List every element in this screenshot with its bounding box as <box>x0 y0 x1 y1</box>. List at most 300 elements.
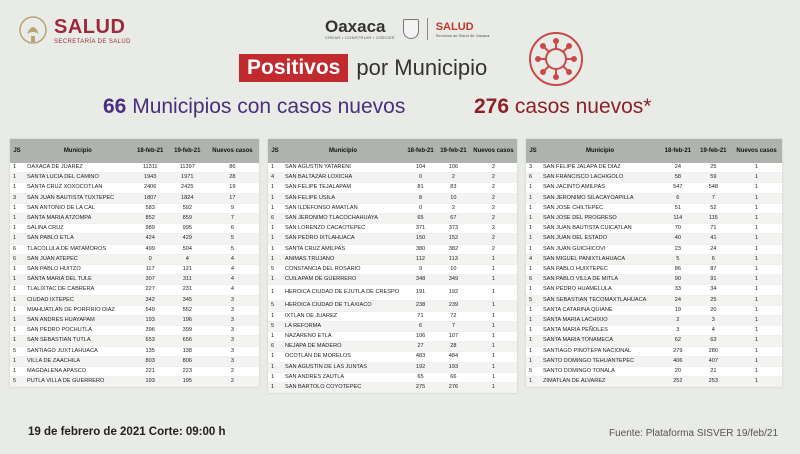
cell-municipio: SANTA CRUZ XOXOCOTLAN <box>24 183 132 193</box>
cell-js: 6 <box>526 173 540 183</box>
cell-municipio: SAN ANTONIO DE LA CAL <box>24 203 132 213</box>
cell-js: 1 <box>10 214 24 224</box>
table-row <box>10 305 259 315</box>
table-row <box>10 316 259 326</box>
cell-18feb: 62 <box>660 336 696 346</box>
cell-18feb: 24 <box>660 163 696 173</box>
cell-19feb: 41 <box>696 234 732 244</box>
cell-municipio: NEJAPA DE MADERO <box>282 342 404 352</box>
cell-nuevos: 3 <box>206 326 259 336</box>
cell-18feb: 2406 <box>132 183 169 193</box>
cell-municipio: SAN LORENZO CACAOTEPEC <box>282 224 404 234</box>
cell-nuevos: 28 <box>206 173 259 183</box>
cell-18feb: 1807 <box>132 193 169 203</box>
table-row <box>268 183 517 193</box>
cell-19feb: 2425 <box>169 183 206 193</box>
cell-nuevos: 1 <box>470 311 517 321</box>
cell-municipio: TLACOLULA DE MATAMOROS <box>24 244 132 254</box>
cell-municipio: MAGDALENA APASCO <box>24 367 132 377</box>
cell-js: 1 <box>10 203 24 213</box>
cell-19feb: 83 <box>437 183 470 193</box>
cell-municipio: SAN FELIPE TEJALAPAM <box>282 183 404 193</box>
cell-18feb: 33 <box>660 285 696 295</box>
logo-divider <box>427 18 428 40</box>
cell-js: 6 <box>526 275 540 285</box>
cell-js: 1 <box>268 234 282 244</box>
col-nuevos: Nuevos casos <box>206 139 259 163</box>
cell-18feb: 193 <box>132 377 169 387</box>
cell-nuevos: 4 <box>206 285 259 295</box>
cell-19feb: 859 <box>169 214 206 224</box>
cell-18feb: 193 <box>132 316 169 326</box>
cell-municipio: CONSTANCIA DEL ROSARIO <box>282 265 404 275</box>
cell-municipio: SAN FELIPE USILA <box>282 193 404 203</box>
cell-nuevos: 1 <box>470 352 517 362</box>
cases-table-3 <box>526 139 782 387</box>
cell-19feb: 107 <box>437 332 470 342</box>
cell-js: 1 <box>268 285 282 301</box>
cell-19feb: 24 <box>696 244 732 254</box>
cell-js: 1 <box>268 362 282 372</box>
cell-js: 1 <box>268 311 282 321</box>
cell-18feb: 549 <box>132 305 169 315</box>
cell-js: 1 <box>10 275 24 285</box>
cell-municipio: SAN JOSE CHILTEPEC <box>540 203 660 213</box>
cell-js: 4 <box>268 173 282 183</box>
cell-municipio: SAN AGUSTIN YATARENI <box>282 163 404 173</box>
cell-19feb: 1824 <box>169 193 206 203</box>
table-row <box>526 367 782 377</box>
cell-municipio: SANTA LUCIA DEL CAMINO <box>24 173 132 183</box>
cell-nuevos: 1 <box>470 301 517 311</box>
cell-19feb: 280 <box>696 346 732 356</box>
brand-title: SALUD <box>54 16 126 38</box>
cell-nuevos: 1 <box>470 265 517 275</box>
cell-municipio: SAN PABLO HUIXTEPEC <box>540 265 660 275</box>
col-nuevos: Nuevos casos <box>731 139 782 163</box>
salud-oaxaca-logo: SALUD <box>435 20 474 33</box>
cell-nuevos: 4 <box>206 275 259 285</box>
cell-19feb: 4 <box>696 326 732 336</box>
cell-municipio: SAN JUAN GUICHICOVI <box>540 244 660 254</box>
cell-municipio: SAN FELIPE JALAPA DE DIAZ <box>540 163 660 173</box>
cell-18feb: 27 <box>404 342 437 352</box>
table-row <box>10 336 259 346</box>
cell-18feb: 380 <box>404 244 437 254</box>
cell-19feb: 6 <box>696 254 732 264</box>
salud-oaxaca-subtitle: Servicios de Salud de Oaxaca <box>435 32 490 38</box>
cell-js: 1 <box>268 193 282 203</box>
cell-nuevos: 1 <box>731 224 782 234</box>
cell-nuevos: 3 <box>206 346 259 356</box>
cell-18feb: 9 <box>404 265 437 275</box>
table-row <box>268 342 517 352</box>
col-nuevos: Nuevos casos <box>470 139 517 163</box>
cell-js: 1 <box>526 285 540 295</box>
cell-18feb: 24 <box>660 295 696 305</box>
cell-nuevos: 1 <box>731 305 782 315</box>
cell-municipio: SAN PEDRO POCHUTLA <box>24 326 132 336</box>
cell-19feb: 3 <box>696 316 732 326</box>
cell-nuevos: 1 <box>731 346 782 356</box>
cell-nuevos: 2 <box>470 214 517 224</box>
cell-js: 5 <box>526 367 540 377</box>
table-row <box>526 356 782 366</box>
table-row <box>526 265 782 275</box>
cell-18feb: 191 <box>404 285 437 301</box>
cell-nuevos: 1 <box>731 316 782 326</box>
cell-js: 6 <box>268 214 282 224</box>
table-row <box>268 332 517 342</box>
cell-nuevos: 1 <box>731 285 782 295</box>
cell-municipio: SAN SEBASTIAN TECOMAXTLAHUACA <box>540 295 660 305</box>
cell-municipio: SAN PEDRO IXTLAHUACA <box>282 234 404 244</box>
col-date-2: 19-feb-21 <box>437 139 470 163</box>
cell-municipio: SAN JERONIMO SILACAYOAPILLA <box>540 193 660 203</box>
cell-19feb: 253 <box>696 377 732 387</box>
cell-js: 1 <box>526 356 540 366</box>
col-date-1: 18-feb-21 <box>404 139 437 163</box>
cell-nuevos: 1 <box>731 336 782 346</box>
cell-js: 1 <box>526 265 540 275</box>
table-row <box>10 285 259 295</box>
cell-nuevos: 6 <box>206 224 259 234</box>
table-row <box>10 356 259 366</box>
table-row <box>268 254 517 264</box>
cell-nuevos: 2 <box>470 173 517 183</box>
table-panel-3 <box>526 139 782 387</box>
cell-18feb: 19 <box>660 305 696 315</box>
table-row <box>526 377 782 387</box>
cell-municipio: SANTA CATARINA QUIANE <box>540 305 660 315</box>
cell-nuevos: 1 <box>470 285 517 301</box>
cell-js: 1 <box>10 305 24 315</box>
cell-js: 1 <box>526 305 540 315</box>
cell-js: 1 <box>268 332 282 342</box>
cell-18feb: 65 <box>404 372 437 382</box>
cell-19feb: 138 <box>169 346 206 356</box>
cell-municipio: SAN JOSE DEL PROGRESO <box>540 214 660 224</box>
cell-js: 4 <box>526 254 540 264</box>
cell-19feb: 656 <box>169 336 206 346</box>
table-row <box>526 285 782 295</box>
cell-municipio: SANTIAGO PINOTEPA NACIONAL <box>540 346 660 356</box>
table-row <box>526 214 782 224</box>
cell-js: 6 <box>268 342 282 352</box>
cell-19feb: 223 <box>169 367 206 377</box>
cell-municipio: LA REFORMA <box>282 321 404 331</box>
cell-18feb: 114 <box>660 214 696 224</box>
cell-municipio: SANTA MARIA ATZOMPA <box>24 214 132 224</box>
table-row <box>268 244 517 254</box>
cell-18feb: 279 <box>660 346 696 356</box>
cell-js: 1 <box>10 173 24 183</box>
table-row <box>526 336 782 346</box>
cell-nuevos: 2 <box>470 203 517 213</box>
cell-js: 1 <box>268 383 282 393</box>
cell-nuevos: 3 <box>206 356 259 366</box>
table-row <box>268 234 517 244</box>
cell-municipio: SAN ANDRES ZAUTLA <box>282 372 404 382</box>
table-row <box>10 326 259 336</box>
cell-19feb: 121 <box>169 265 206 275</box>
cell-nuevos: 9 <box>206 203 259 213</box>
page-title <box>239 54 487 82</box>
col-municipio: Municipio <box>282 139 404 163</box>
table-row <box>526 163 782 173</box>
cell-18feb: 58 <box>660 173 696 183</box>
cell-nuevos: 2 <box>470 224 517 234</box>
cell-municipio: ZIMATLAN DE ALVAREZ <box>540 377 660 387</box>
cell-19feb: 276 <box>437 383 470 393</box>
cell-19feb: 345 <box>169 295 206 305</box>
cell-19feb: 504 <box>169 244 206 254</box>
cell-js: 3 <box>526 163 540 173</box>
cell-18feb: 275 <box>404 383 437 393</box>
cell-nuevos: 2 <box>206 367 259 377</box>
cell-19feb: 2 <box>437 173 470 183</box>
cell-js: 1 <box>10 326 24 336</box>
cell-18feb: 499 <box>132 244 169 254</box>
cell-18feb: 6 <box>660 193 696 203</box>
cell-nuevos: 1 <box>731 244 782 254</box>
cell-nuevos: 2 <box>470 163 517 173</box>
cell-js: 5 <box>268 321 282 331</box>
cell-js: 1 <box>10 285 24 295</box>
cell-nuevos: 1 <box>731 295 782 305</box>
cell-19feb: 484 <box>437 352 470 362</box>
cell-js: 1 <box>268 183 282 193</box>
table-row <box>268 173 517 183</box>
cell-municipio: SANTA CRUZ AMILPAS <box>282 244 404 254</box>
col-date-1: 18-feb-21 <box>660 139 696 163</box>
cell-18feb: 6 <box>404 321 437 331</box>
cell-nuevos: 1 <box>731 193 782 203</box>
cell-19feb: 67 <box>437 214 470 224</box>
table-row <box>10 275 259 285</box>
cell-nuevos: 1 <box>731 173 782 183</box>
cell-js: 5 <box>10 377 24 387</box>
municipios-text: Municipios con casos nuevos <box>132 95 406 118</box>
cell-nuevos: 1 <box>470 275 517 285</box>
table-row <box>268 265 517 275</box>
cell-js: 1 <box>526 377 540 387</box>
table-row <box>10 183 259 193</box>
cell-18feb: 3 <box>660 326 696 336</box>
cell-js: 1 <box>268 352 282 362</box>
cell-municipio: SANTO DOMINGO TONALA <box>540 367 660 377</box>
cell-nuevos: 86 <box>206 163 259 173</box>
cell-18feb: 252 <box>660 377 696 387</box>
cell-js: 1 <box>268 163 282 173</box>
cell-nuevos: 1 <box>470 372 517 382</box>
table-row <box>10 234 259 244</box>
cell-18feb: 117 <box>132 265 169 275</box>
cell-18feb: 20 <box>660 367 696 377</box>
cell-municipio: OAXACA DE JUAREZ <box>24 163 132 173</box>
cell-nuevos: 1 <box>731 254 782 264</box>
cell-js: 1 <box>526 224 540 234</box>
table-row <box>268 203 517 213</box>
cell-municipio: SAN BARTOLO COYOTEPEC <box>282 383 404 393</box>
cell-js: 1 <box>526 183 540 193</box>
table-panel-1 <box>10 139 259 387</box>
title-rest: por Municipio <box>356 55 488 80</box>
cell-nuevos: 5 <box>206 234 259 244</box>
cell-municipio: SANTA MARIA DEL TULE <box>24 275 132 285</box>
cell-municipio: ANIMAS TRUJANO <box>282 254 404 264</box>
cell-18feb: 583 <box>132 203 169 213</box>
cell-js: 1 <box>526 336 540 346</box>
table-row <box>10 163 259 173</box>
cell-19feb: 20 <box>696 305 732 315</box>
cell-18feb: 51 <box>660 203 696 213</box>
cell-js: 1 <box>10 183 24 193</box>
cell-18feb: 803 <box>132 356 169 366</box>
cell-18feb: 135 <box>132 346 169 356</box>
oaxaca-logo: Oaxaca <box>325 16 386 36</box>
cell-municipio: HEROICA CIUDAD DE EJUTLA DE CRESPO <box>282 285 404 301</box>
title-highlight: Positivos <box>239 54 348 82</box>
col-date-2: 19-feb-21 <box>696 139 732 163</box>
table-row <box>268 275 517 285</box>
cell-19feb: 11397 <box>169 163 206 173</box>
cell-municipio: SANTO DOMINGO TEHUANTEPEC <box>540 356 660 366</box>
cell-18feb: 348 <box>404 275 437 285</box>
cell-municipio: SAN BALTAZAR LOXICHA <box>282 173 404 183</box>
table-row <box>268 383 517 393</box>
cell-19feb: 71 <box>696 224 732 234</box>
cell-18feb: 547 <box>660 183 696 193</box>
cell-municipio: OCOTLAN DE MORELOS <box>282 352 404 362</box>
cell-19feb: 115 <box>696 214 732 224</box>
cell-js: 5 <box>268 265 282 275</box>
cell-nuevos: 1 <box>470 254 517 264</box>
cell-js: 1 <box>268 224 282 234</box>
cell-municipio: NAZARENO ETLA <box>282 332 404 342</box>
oaxaca-slogan: CREAR • CONSTRUIR • CRECER <box>325 34 395 40</box>
cell-19feb: 311 <box>169 275 206 285</box>
table-row <box>526 234 782 244</box>
cell-18feb: 0 <box>404 173 437 183</box>
table-panel-2 <box>268 139 517 393</box>
cell-municipio: SAN ILDEFONSO AMATLAN <box>282 203 404 213</box>
cell-19feb: 25 <box>696 163 732 173</box>
cell-19feb: 10 <box>437 265 470 275</box>
cell-municipio: VILLA DE ZAACHILA <box>24 356 132 366</box>
cell-js: 1 <box>268 254 282 264</box>
cell-19feb: 152 <box>437 234 470 244</box>
cell-js: 1 <box>10 316 24 326</box>
table-row <box>10 346 259 356</box>
table-row <box>268 321 517 331</box>
cell-js: 1 <box>10 336 24 346</box>
casos-count: 276 <box>474 95 510 118</box>
cell-19feb: 59 <box>696 173 732 183</box>
table-row <box>10 214 259 224</box>
table-row <box>268 163 517 173</box>
cell-18feb: 65 <box>404 214 437 224</box>
cell-18feb: 227 <box>132 285 169 295</box>
table-row <box>268 193 517 203</box>
cell-js: 1 <box>526 346 540 356</box>
cell-nuevos: 1 <box>731 367 782 377</box>
table-row <box>268 311 517 321</box>
cell-nuevos: 1 <box>731 203 782 213</box>
cell-19feb: 113 <box>437 254 470 264</box>
table-row <box>526 326 782 336</box>
brand-subtitle: SECRETARÍA DE SALUD <box>54 39 131 45</box>
cell-js: 1 <box>526 244 540 254</box>
table-row <box>10 377 259 387</box>
col-js: JS <box>268 139 282 163</box>
table-row <box>526 254 782 264</box>
cell-js: 1 <box>10 163 24 173</box>
casos-summary <box>474 95 651 119</box>
col-date-1: 18-feb-21 <box>132 139 169 163</box>
virus-icon <box>527 30 585 88</box>
cell-nuevos: 4 <box>206 265 259 275</box>
cell-nuevos: 3 <box>206 316 259 326</box>
cell-18feb: 81 <box>404 183 437 193</box>
table-row <box>268 352 517 362</box>
cell-18feb: 40 <box>660 234 696 244</box>
cell-municipio: PUTLA VILLA DE GUERRERO <box>24 377 132 387</box>
cell-nuevos: 2 <box>470 244 517 254</box>
table-row <box>526 316 782 326</box>
cell-nuevos: 1 <box>731 163 782 173</box>
table-row <box>10 193 259 203</box>
cell-municipio: HEROICA CIUDAD DE TLAXIACO <box>282 301 404 311</box>
cell-municipio: SANTA MARIA TONAMECA <box>540 336 660 346</box>
cell-19feb: 72 <box>437 311 470 321</box>
cell-municipio: SAN SEBASTIAN TUTLA <box>24 336 132 346</box>
cell-19feb: 87 <box>696 265 732 275</box>
cell-19feb: 592 <box>169 203 206 213</box>
cell-js: 1 <box>10 224 24 234</box>
cell-municipio: SAN MIGUEL PANIXTLAHUACA <box>540 254 660 264</box>
cell-19feb: 106 <box>437 163 470 173</box>
cell-nuevos: 3 <box>206 336 259 346</box>
cell-municipio: IXTLAN DE JUAREZ <box>282 311 404 321</box>
col-js: JS <box>526 139 540 163</box>
cell-18feb: 112 <box>404 254 437 264</box>
cell-municipio: SAN FRANCISCO LACHIGOLO <box>540 173 660 183</box>
cell-18feb: 106 <box>404 332 437 342</box>
cell-19feb: 7 <box>437 321 470 331</box>
table-row <box>10 367 259 377</box>
cell-js: 1 <box>268 275 282 285</box>
col-js: JS <box>10 139 24 163</box>
cell-18feb: 424 <box>132 234 169 244</box>
cell-19feb: 4 <box>169 254 206 264</box>
cell-municipio: SANTA MARIA PEÑOLES <box>540 326 660 336</box>
cell-18feb: 989 <box>132 224 169 234</box>
cell-municipio: SAN PABLO ETLA <box>24 234 132 244</box>
table-row <box>10 224 259 234</box>
cell-nuevos: 5 <box>206 244 259 254</box>
table-row <box>268 362 517 372</box>
cell-19feb: 1971 <box>169 173 206 183</box>
cell-19feb: 10 <box>437 193 470 203</box>
cell-nuevos: 1 <box>470 332 517 342</box>
cell-nuevos: 7 <box>206 214 259 224</box>
table-row <box>10 203 259 213</box>
cell-18feb: 104 <box>404 163 437 173</box>
cell-18feb: 483 <box>404 352 437 362</box>
cell-municipio: MIAHUATLAN DE PORFIRIO DIAZ <box>24 305 132 315</box>
cell-js: 1 <box>526 316 540 326</box>
